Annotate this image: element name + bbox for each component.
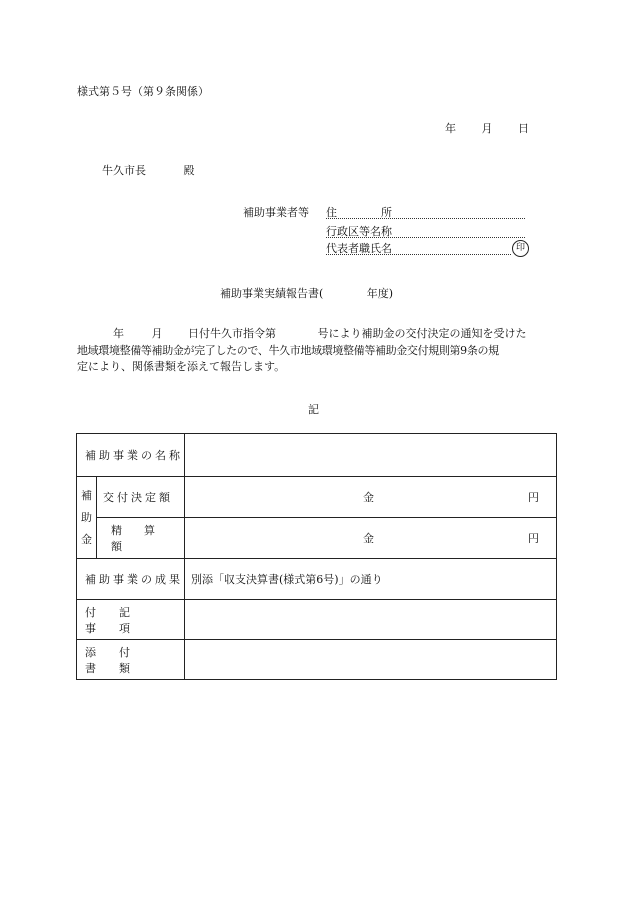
addressee-honorific: 殿	[183, 164, 195, 177]
body-line-2: 地域環境整備等補助金が完了したので、牛久市地域環境整備等補助金交付規則第9条の規	[77, 344, 499, 357]
form-number: 様式第５号（第９条関係）	[77, 85, 209, 98]
table-row-project-name	[77, 434, 557, 477]
result-label-cell	[77, 559, 185, 600]
table-row-notes	[77, 600, 557, 640]
attachments-label-cell	[77, 640, 185, 680]
representative-label: 代表者職氏名	[326, 242, 392, 255]
date-month-label: 月	[481, 122, 493, 135]
address-label: 住 所	[326, 206, 392, 219]
result-value-cell[interactable]	[185, 559, 557, 600]
body-month: 月	[151, 327, 163, 340]
address-field[interactable]	[326, 204, 525, 219]
date-line	[445, 120, 529, 136]
report-title-prefix: 補助事業実績報告書(	[220, 287, 324, 300]
date-day-label: 日	[518, 122, 529, 135]
district-label: 行政区等名称	[326, 225, 392, 238]
notes-value-cell[interactable]	[185, 600, 557, 640]
district-field[interactable]	[326, 223, 525, 238]
attachments-label: 添付書類	[85, 645, 153, 675]
table-row-result	[77, 559, 557, 600]
report-title	[220, 285, 393, 301]
settlement-value-cell[interactable]	[185, 518, 557, 559]
report-title-suffix: 年度)	[366, 287, 394, 300]
notes-label: 付記事項	[85, 605, 153, 635]
project-name-value-cell[interactable]	[185, 434, 557, 477]
grant-amount-prefix: 金	[363, 491, 374, 504]
date-year-label: 年	[445, 122, 456, 135]
notes-label-cell	[77, 600, 185, 640]
applicant-label: 補助事業者等	[243, 206, 309, 219]
addressee-title: 牛久市長	[102, 164, 146, 177]
project-name-label-cell	[77, 434, 185, 477]
settlement-suffix: 円	[528, 532, 539, 545]
addressee	[102, 162, 195, 178]
result-value: 別添「収支決算書(様式第6号)」の通り	[191, 573, 383, 586]
settlement-label: 精算額	[111, 524, 177, 553]
settlement-label-cell	[97, 518, 185, 559]
ki-heading: 記	[308, 403, 319, 416]
seal-mark: 印	[512, 240, 529, 257]
body-end: 号により補助金の交付決定の通知を受けた	[317, 327, 527, 340]
body-middle: 日付牛久市指令第	[188, 327, 276, 340]
representative-field[interactable]	[326, 240, 511, 255]
table-row-grant-amount	[77, 477, 557, 518]
grant-amount-suffix: 円	[528, 491, 539, 504]
attachments-value-cell[interactable]	[185, 640, 557, 680]
subsidy-label: 補助金	[81, 488, 92, 546]
table-row-attachments	[77, 640, 557, 680]
body-line-3: 定により、関係書類を添えて報告します。	[77, 360, 286, 373]
body-line-1	[113, 325, 527, 341]
report-table	[76, 433, 557, 680]
result-label: 補助事業の成果	[85, 573, 183, 586]
grant-amount-label: 交付決定額	[103, 491, 173, 504]
project-name-label: 補助事業の名称	[85, 449, 183, 462]
subsidy-label-cell	[77, 477, 97, 559]
grant-amount-label-cell	[97, 477, 185, 518]
body-year: 年	[113, 327, 124, 340]
grant-amount-value-cell[interactable]	[185, 477, 557, 518]
settlement-prefix: 金	[363, 532, 374, 545]
table-row-settlement	[77, 518, 557, 559]
